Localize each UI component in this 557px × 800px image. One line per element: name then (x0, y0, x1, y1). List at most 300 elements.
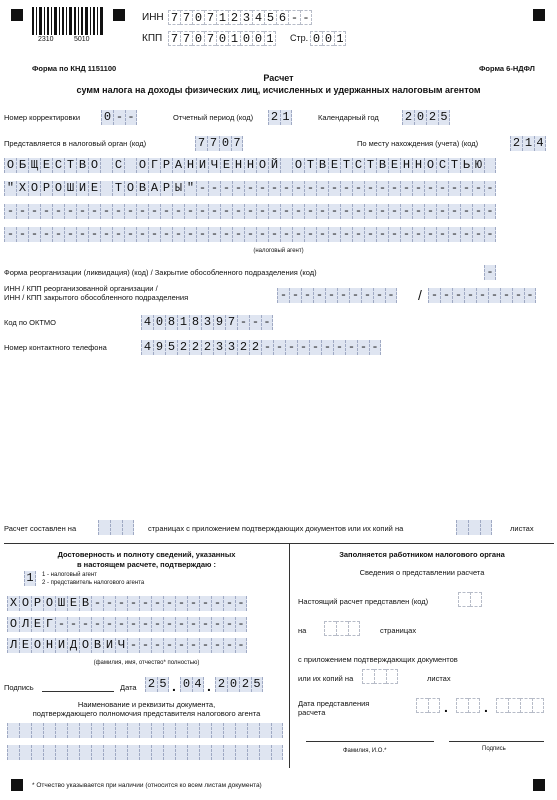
reorg-kpp-cells-char: - (512, 288, 524, 303)
name-line-2-char: - (79, 617, 91, 632)
doc-line-1-char (235, 723, 247, 738)
copies-cells-char (386, 669, 398, 684)
agent-line-2-char: - (256, 181, 268, 196)
reorg-inn-cells-char: - (361, 288, 373, 303)
oktmo-cells-char: 8 (165, 315, 177, 330)
agent-line-2-char: " (4, 181, 16, 196)
correction-cells[interactable] (101, 110, 137, 125)
agent-line-1-char: Ч (208, 158, 220, 173)
name-line-3-char: В (91, 638, 103, 653)
right-date-year[interactable] (496, 698, 544, 713)
reorg-inn-label-1: ИНН / КПП реорганизованной организации / (4, 284, 158, 293)
agent-line-4-char: - (268, 227, 280, 242)
name-line-1-char: О (19, 596, 31, 611)
reorg-kpp-cells-char: - (524, 288, 536, 303)
copies-cells[interactable] (362, 669, 398, 684)
agent-line-1-char: Щ (28, 158, 40, 173)
name-line-1-char: - (235, 596, 247, 611)
name-line-3-char: - (175, 638, 187, 653)
agent-line-2-char: - (304, 181, 316, 196)
pages-count-cells-char (98, 520, 110, 535)
sheets-count-cells[interactable] (456, 520, 492, 535)
period-label: Отчетный период (код) (173, 113, 254, 122)
agent-line-1-char: Т (448, 158, 460, 173)
agent-line-3-char: - (100, 204, 112, 219)
agent-line-1-char: Н (244, 158, 256, 173)
doc-line-2-char (199, 745, 211, 760)
agent-line-3-char: - (484, 204, 496, 219)
agent-line-4-char: - (292, 227, 304, 242)
reorg-cells[interactable] (484, 265, 496, 280)
name-line-2-char: - (115, 617, 127, 632)
name-line-1-char: - (187, 596, 199, 611)
doc-caption-1: Наименование и реквизиты документа, (77, 700, 216, 709)
agent-line-4-char: - (364, 227, 376, 242)
doc-line-1-char (19, 723, 31, 738)
agent-line-2[interactable] (4, 181, 496, 196)
date-dot-2: . (207, 678, 211, 694)
right-date-year-char (520, 698, 532, 713)
agent-line-1-char: Ь (460, 158, 472, 173)
agent-line-4-char: - (472, 227, 484, 242)
agent-line-1-char (100, 158, 112, 173)
reorg-inn-cells-char: - (301, 288, 313, 303)
name-line-1-char: В (79, 596, 91, 611)
agent-line-3-char: - (364, 204, 376, 219)
inn-cells-char: - (288, 10, 300, 25)
doc-line-2-char (79, 745, 91, 760)
date-year-cells-char: 2 (239, 677, 251, 692)
doc-line-2[interactable] (7, 745, 283, 760)
agent-line-3-char: - (208, 204, 220, 219)
right-sign-line[interactable] (449, 741, 544, 742)
right-date-dot-1: . (444, 699, 448, 715)
agent-line-2-char: - (412, 181, 424, 196)
agent-line-1-char (124, 158, 136, 173)
doc-line-2-char (67, 745, 79, 760)
agent-line-4-char: - (424, 227, 436, 242)
agent-line-4-char: - (400, 227, 412, 242)
right-date-day[interactable] (416, 698, 440, 713)
right-pages-cells[interactable] (324, 621, 360, 636)
inn-cells[interactable] (168, 10, 312, 25)
title-line2: сумм налога на доходы физических лиц, исчисленных и удержанных налоговым агентом (76, 85, 481, 95)
agent-line-2-char: Т (112, 181, 124, 196)
date-year-cells-char: 5 (251, 677, 263, 692)
agent-line-1-char: О (424, 158, 436, 173)
phone-cells[interactable] (141, 340, 381, 355)
date-day-cells[interactable] (145, 677, 169, 692)
kpp-cells-char: 1 (228, 31, 240, 46)
phone-cells-char: 2 (237, 340, 249, 355)
date-month-cells[interactable] (180, 677, 204, 692)
name-line-2-char: - (151, 617, 163, 632)
agent-line-3-char: - (412, 204, 424, 219)
oktmo-label: Код по ОКТМО (4, 318, 57, 327)
reorg-slash: / (418, 287, 422, 303)
name-line-1-char: - (115, 596, 127, 611)
agent-line-1-char: С (112, 158, 124, 173)
name-line-2[interactable] (7, 617, 247, 632)
agent-line-4-char: - (148, 227, 160, 242)
agent-line-1-char: Т (304, 158, 316, 173)
agent-line-1-char: О (88, 158, 100, 173)
agent-line-3-char: - (268, 204, 280, 219)
agent-line-1-char: Ю (472, 158, 484, 173)
agent-line-2-char: - (400, 181, 412, 196)
barcode-icon (32, 7, 104, 35)
reorg-inn-cells-char: - (313, 288, 325, 303)
phone-cells-char: - (261, 340, 273, 355)
agent-line-1[interactable] (4, 158, 496, 173)
name-line-1-char: - (151, 596, 163, 611)
phone-cells-char: 2 (249, 340, 261, 355)
doc-line-1-char (67, 723, 79, 738)
agent-line-4-char: - (388, 227, 400, 242)
agent-line-1-char: Е (40, 158, 52, 173)
name-line-3[interactable] (7, 638, 247, 653)
inn-cells-char: 7 (180, 10, 192, 25)
name-line-1-char: - (127, 596, 139, 611)
oktmo-cells-char: - (249, 315, 261, 330)
agent-line-1-char: Е (328, 158, 340, 173)
kpp-cells-char: 7 (168, 31, 180, 46)
right-date-month-char (456, 698, 468, 713)
agent-line-1-char: Б (16, 158, 28, 173)
correction-label: Номер корректировки (4, 113, 81, 122)
agent-line-3-char: - (76, 204, 88, 219)
phone-cells-char: - (321, 340, 333, 355)
agent-line-3-char: - (4, 204, 16, 219)
name-line-1-char: - (103, 596, 115, 611)
right-pages-cells-char (348, 621, 360, 636)
doc-line-2-char (259, 745, 271, 760)
agent-line-1-char: И (196, 158, 208, 173)
name-line-2-char: - (55, 617, 67, 632)
doc-line-2-char (223, 745, 235, 760)
agent-line-3-char: - (292, 204, 304, 219)
pages-word: страницах с приложением подтверждающих документов или их копий на (148, 524, 404, 533)
doc-line-2-char (91, 745, 103, 760)
agent-line-3-char: - (148, 204, 160, 219)
pages-count-cells[interactable] (98, 520, 134, 535)
signer-option-1: 1 - налоговый агент (42, 572, 97, 578)
name-line-2-char: - (187, 617, 199, 632)
sheets-count-cells-char (456, 520, 468, 535)
name-line-3-char: О (31, 638, 43, 653)
agent-line-2-char: - (292, 181, 304, 196)
agent-line-3-char: - (472, 204, 484, 219)
year-cells-char: 2 (426, 110, 438, 125)
date-month-cells-char: 0 (180, 677, 192, 692)
doc-line-2-char (7, 745, 19, 760)
period-cells-char: 2 (268, 110, 280, 125)
agent-line-1-char: Е (220, 158, 232, 173)
agent-line-4-char: - (448, 227, 460, 242)
name-line-3-char: О (79, 638, 91, 653)
reorg-kpp-cells-char: - (452, 288, 464, 303)
name-line-1-char: - (91, 596, 103, 611)
agent-line-4-char: - (316, 227, 328, 242)
name-line-1-char: - (211, 596, 223, 611)
agent-line-4-char: - (112, 227, 124, 242)
name-line-2-char: - (175, 617, 187, 632)
agent-line-4-char: - (136, 227, 148, 242)
agent-line-3-char: - (316, 204, 328, 219)
kpp-cells[interactable] (168, 31, 276, 46)
sheets-word: листах (510, 524, 534, 533)
name-line-2-char: - (163, 617, 175, 632)
phone-cells-char: 9 (153, 340, 165, 355)
corner-mark-top-left (11, 9, 23, 21)
agent-line-3-char: - (64, 204, 76, 219)
agent-line-3-char: - (220, 204, 232, 219)
reorg-kpp-cells-char: - (476, 288, 488, 303)
agent-line-2-char: - (280, 181, 292, 196)
agent-line-2-char: Р (40, 181, 52, 196)
doc-line-2-char (151, 745, 163, 760)
phone-cells-char: - (369, 340, 381, 355)
name-line-3-char: - (151, 638, 163, 653)
doc-line-2-char (247, 745, 259, 760)
name-caption: (фамилия, имя, отчество* полностью) (93, 660, 200, 666)
agent-line-4-char: - (484, 227, 496, 242)
doc-line-1[interactable] (7, 723, 283, 738)
name-line-2-char: Л (19, 617, 31, 632)
doc-line-1-char (139, 723, 151, 738)
agent-line-3-char: - (340, 204, 352, 219)
location-cells[interactable] (510, 136, 546, 151)
agent-line-3-char: - (244, 204, 256, 219)
right-pages-label: страницах (380, 626, 417, 635)
name-line-3-char: - (127, 638, 139, 653)
fio-line[interactable] (306, 741, 434, 742)
agent-line-2-char: - (436, 181, 448, 196)
oktmo-cells[interactable] (141, 315, 273, 330)
inn-cells-char: 4 (252, 10, 264, 25)
doc-caption-2: подтверждающего полномочия представителя налогового агента (32, 709, 261, 718)
footer-note: * Отчество указывается при наличии (относится ко всем листам документа) (32, 782, 262, 789)
agent-line-3-char: - (376, 204, 388, 219)
doc-line-1-char (127, 723, 139, 738)
name-line-2-char: - (139, 617, 151, 632)
name-line-2-char: - (67, 617, 79, 632)
date-month-cells-char: 4 (192, 677, 204, 692)
agent-line-2-char: Ш (64, 181, 76, 196)
name-line-3-char: - (187, 638, 199, 653)
name-line-3-char: - (223, 638, 235, 653)
tax-org-cells[interactable] (195, 136, 243, 151)
name-line-2-char: - (199, 617, 211, 632)
doc-line-1-char (187, 723, 199, 738)
agent-line-4-char: - (16, 227, 28, 242)
agent-line-1-char: Н (412, 158, 424, 173)
reorg-kpp-cells[interactable] (428, 288, 536, 303)
agent-line-1-char: Е (388, 158, 400, 173)
name-line-1-char: Х (7, 596, 19, 611)
doc-line-1-char (223, 723, 235, 738)
agent-line-2-char: - (424, 181, 436, 196)
right-pages-cells-char (336, 621, 348, 636)
phone-cells-char: 2 (177, 340, 189, 355)
agent-line-2-char: - (340, 181, 352, 196)
agent-line-3-char: - (28, 204, 40, 219)
name-line-2-char: - (103, 617, 115, 632)
doc-line-1-char (199, 723, 211, 738)
agent-line-4[interactable] (4, 227, 496, 242)
agent-line-4-char: - (196, 227, 208, 242)
name-line-2-char: - (235, 617, 247, 632)
oktmo-cells-char: 8 (189, 315, 201, 330)
phone-cells-char: - (309, 340, 321, 355)
agent-line-4-char: - (460, 227, 472, 242)
period-cells[interactable] (268, 110, 292, 125)
pages-count-cells-char (122, 520, 134, 535)
composed-label: Расчет составлен на (4, 524, 77, 533)
agent-line-2-char: В (136, 181, 148, 196)
date-year-cells[interactable] (215, 677, 263, 692)
name-line-2-char: О (7, 617, 19, 632)
name-line-3-char: Ч (115, 638, 127, 653)
knd-label: Форма по КНД 1151100 (32, 64, 117, 73)
signer-cell[interactable] (24, 571, 36, 586)
year-cells[interactable] (402, 110, 450, 125)
doc-line-1-char (151, 723, 163, 738)
agent-line-4-char: - (256, 227, 268, 242)
agent-line-4-char: - (28, 227, 40, 242)
name-line-1[interactable] (7, 596, 247, 611)
agent-line-4-char: - (172, 227, 184, 242)
kpp-cells-char: 0 (252, 31, 264, 46)
reorg-inn-cells-char: - (325, 288, 337, 303)
right-date-year-char (532, 698, 544, 713)
reorg-inn-cells-char: - (373, 288, 385, 303)
phone-cells-char: 2 (201, 340, 213, 355)
location-cells-char: 4 (534, 136, 546, 151)
tax-org-cells-char: 7 (231, 136, 243, 151)
phone-cells-char: 3 (213, 340, 225, 355)
name-line-3-char: И (55, 638, 67, 653)
agent-line-3-char: - (232, 204, 244, 219)
corner-mark-top-mid (113, 9, 125, 21)
reorg-inn-cells-char: - (337, 288, 349, 303)
page-cells[interactable] (310, 31, 346, 46)
phone-cells-char: - (273, 340, 285, 355)
page-cells-char: 0 (310, 31, 322, 46)
on-label: на (298, 626, 307, 635)
sign-line[interactable] (42, 691, 114, 692)
agent-line-1-char: С (436, 158, 448, 173)
doc-line-1-char (79, 723, 91, 738)
agent-line-2-char: - (268, 181, 280, 196)
agent-line-3-char: - (256, 204, 268, 219)
sheets-count-cells-char (468, 520, 480, 535)
agent-line-3-char: - (460, 204, 472, 219)
agent-line-1-char: О (136, 158, 148, 173)
agent-line-4-char: - (40, 227, 52, 242)
tax-org-cells-char: 7 (207, 136, 219, 151)
inn-cells-char: 7 (204, 10, 216, 25)
agent-line-2-char: - (316, 181, 328, 196)
doc-line-1-char (175, 723, 187, 738)
right-subtitle: Сведения о представлении расчета (359, 568, 485, 577)
corner-mark-bottom-right (533, 779, 545, 791)
agent-line-2-char: - (484, 181, 496, 196)
agent-line-3[interactable] (4, 204, 496, 219)
doc-line-1-char (31, 723, 43, 738)
agent-line-3-char: - (448, 204, 460, 219)
inn-cells-char: 6 (276, 10, 288, 25)
reorg-kpp-cells-char: - (440, 288, 452, 303)
agent-line-3-char: - (112, 204, 124, 219)
agent-line-3-char: - (328, 204, 340, 219)
doc-line-2-char (31, 745, 43, 760)
doc-line-1-char (103, 723, 115, 738)
agent-line-2-char: - (244, 181, 256, 196)
agent-line-3-char: - (16, 204, 28, 219)
agent-caption: (налоговый агент) (253, 248, 304, 254)
agent-line-4-char: - (208, 227, 220, 242)
date-day-cells-char: 5 (157, 677, 169, 692)
phone-cells-char: - (285, 340, 297, 355)
doc-line-1-char (247, 723, 259, 738)
page-cells-char: 0 (322, 31, 334, 46)
name-line-3-char: Л (7, 638, 19, 653)
right-date-month[interactable] (456, 698, 480, 713)
reorg-inn-cells-char: - (289, 288, 301, 303)
agent-line-4-char: - (160, 227, 172, 242)
name-line-3-char: - (139, 638, 151, 653)
inn-cells-char: 1 (216, 10, 228, 25)
agent-line-1-char: С (352, 158, 364, 173)
title-line1: Расчет (263, 73, 294, 83)
agent-line-1-char (484, 158, 496, 173)
tax-org-cells-char: 7 (195, 136, 207, 151)
doc-line-2-char (127, 745, 139, 760)
name-line-3-char: Д (67, 638, 79, 653)
kpp-cells-char: 7 (180, 31, 192, 46)
agent-line-1-char: В (376, 158, 388, 173)
doc-line-1-char (7, 723, 19, 738)
fio-caption: Фамилия, И.О.* (343, 748, 387, 754)
oktmo-cells-char: 3 (201, 315, 213, 330)
agent-line-3-char: - (172, 204, 184, 219)
agent-line-4-char: - (124, 227, 136, 242)
agent-line-2-char: - (232, 181, 244, 196)
kpp-cells-char: 0 (216, 31, 228, 46)
agent-line-3-char: - (280, 204, 292, 219)
agent-line-4-char: - (4, 227, 16, 242)
agent-line-1-char: А (172, 158, 184, 173)
right-date-day-char (428, 698, 440, 713)
reorg-inn-cells[interactable] (277, 288, 397, 303)
agent-line-1-char: В (316, 158, 328, 173)
sign-label: Подпись (4, 683, 34, 692)
name-line-2-char: Г (43, 617, 55, 632)
name-line-2-char: Е (31, 617, 43, 632)
oktmo-cells-char: 1 (177, 315, 189, 330)
submitted-cells-char (458, 592, 470, 607)
barcode-number-right: 5010 (74, 36, 90, 43)
phone-cells-char: - (357, 340, 369, 355)
submitted-cells[interactable] (458, 592, 482, 607)
agent-line-3-char: - (88, 204, 100, 219)
right-date-dot-2: . (484, 699, 488, 715)
name-line-1-char: - (199, 596, 211, 611)
agent-line-1-char: В (76, 158, 88, 173)
doc-line-2-char (235, 745, 247, 760)
right-date-year-char (496, 698, 508, 713)
